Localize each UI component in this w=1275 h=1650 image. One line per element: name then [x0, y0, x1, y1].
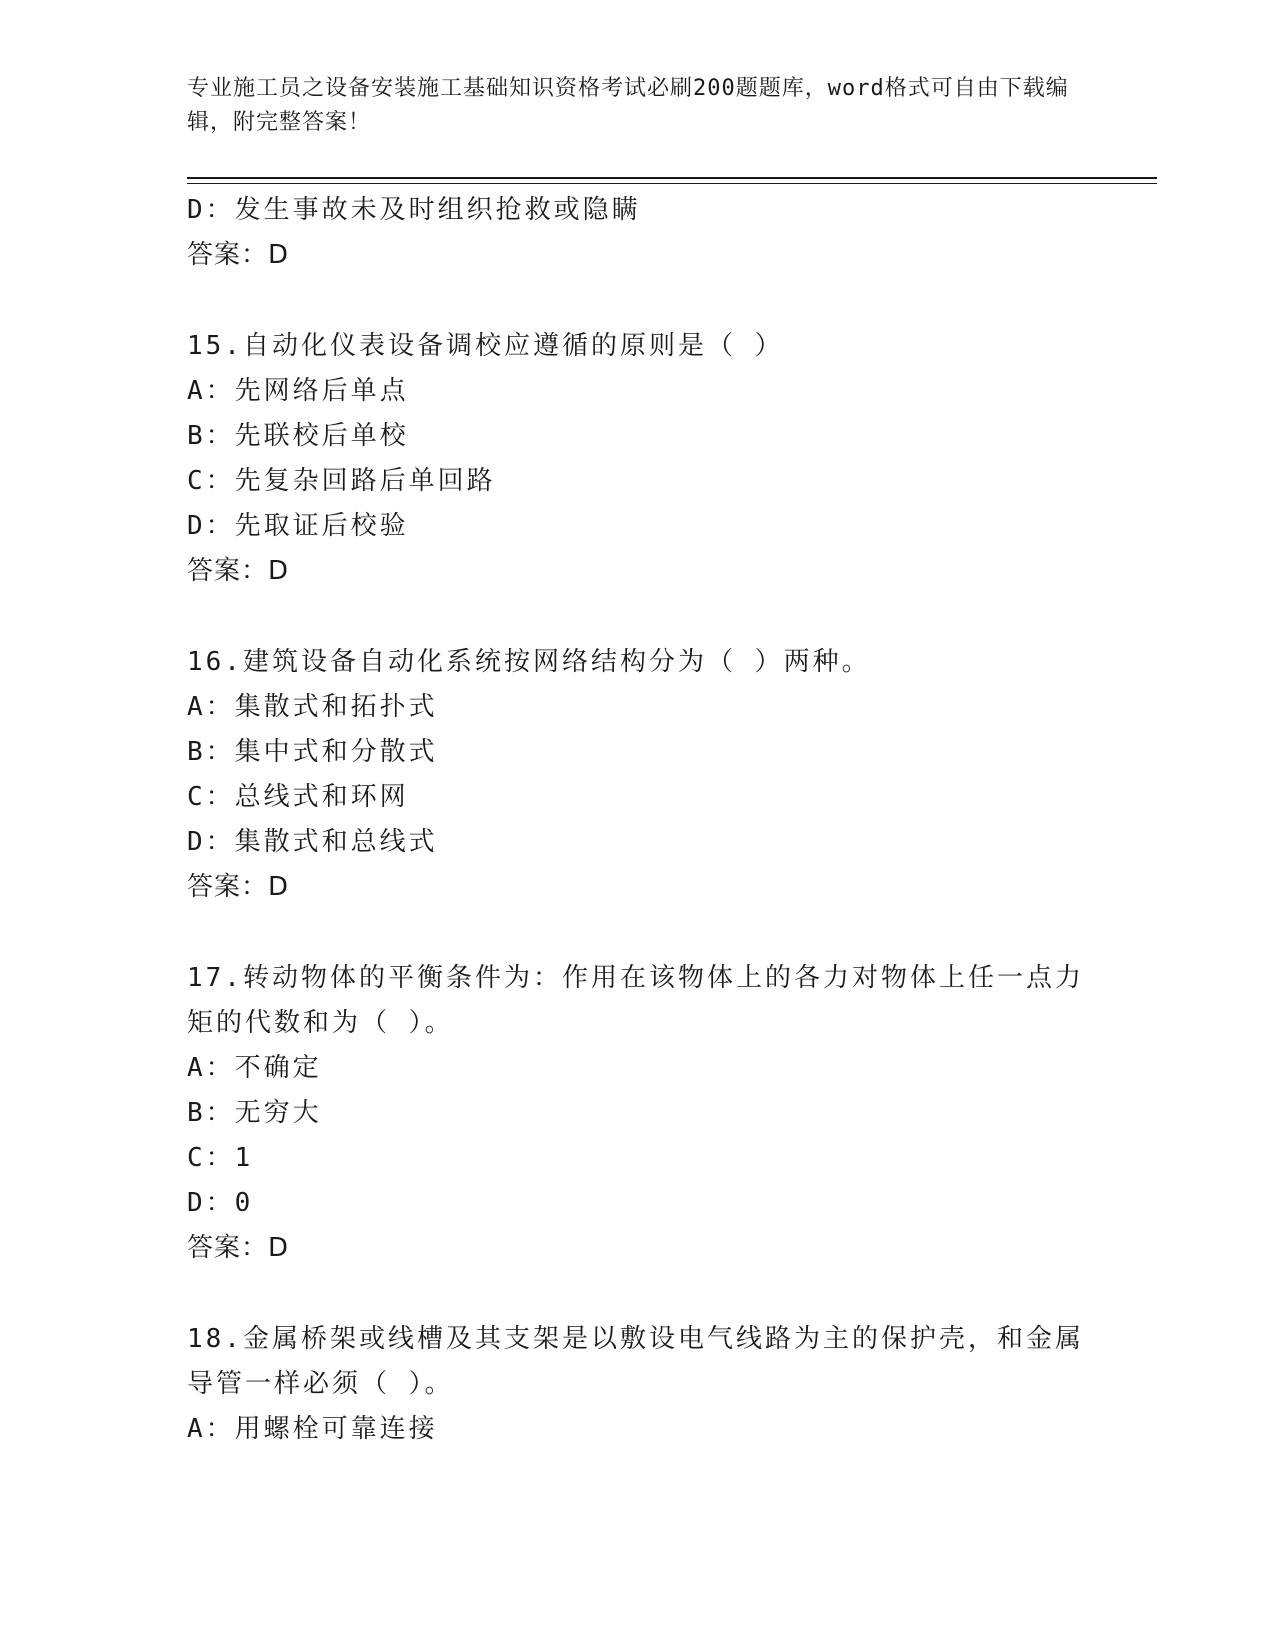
- answer: 答案：D: [187, 872, 290, 902]
- option-c: C：总线式和环网: [187, 782, 409, 812]
- question-stem-line-1: 18.金属桥架或线槽及其支架是以敷设电气线路为主的保护壳，和金属: [187, 1324, 1084, 1354]
- option-a: A：集散式和拓扑式: [187, 692, 438, 722]
- option-d: D：集散式和总线式: [187, 827, 438, 857]
- option-b: B：集中式和分散式: [187, 737, 438, 767]
- question-18: [187, 1317, 1087, 1452]
- option-a: A：先网络后单点: [187, 376, 409, 406]
- answer: 答案：D: [187, 1233, 290, 1263]
- spacer: [187, 278, 1087, 324]
- option-c: C：1: [187, 1143, 254, 1173]
- question-stem-line-1: 17.转动物体的平衡条件为：作用在该物体上的各力对物体上任一点力: [187, 963, 1084, 993]
- option-c: C：先复杂回路后单回路: [187, 466, 496, 496]
- question-15: [187, 324, 1087, 594]
- header-title: 专业施工员之设备安装施工基础知识资格考试必刷200题题库，word格式可自由下载编辑，附完整答案！: [187, 76, 1069, 135]
- header-divider-thick: [187, 177, 1157, 179]
- spacer: [187, 910, 1087, 956]
- question-list: [187, 188, 1087, 1452]
- option-d: D：0: [187, 1188, 254, 1218]
- header-divider-thin: [187, 183, 1157, 184]
- question-17: [187, 956, 1087, 1271]
- question-stem-line-2: 矩的代数和为（ ）。: [187, 1008, 454, 1038]
- option-b: B：先联校后单校: [187, 421, 409, 451]
- option-a: A：用螺栓可靠连接: [187, 1414, 438, 1444]
- question-stem: 15.自动化仪表设备调校应遵循的原则是（ ）: [187, 331, 784, 361]
- question-stem: 16.建筑设备自动化系统按网络结构分为（ ）两种。: [187, 647, 871, 677]
- question-stem-line-2: 导管一样必须（ ）。: [187, 1369, 454, 1399]
- option-b: B：无穷大: [187, 1098, 322, 1128]
- prev-answer: 答案：D: [187, 240, 290, 270]
- question-16: [187, 640, 1087, 910]
- answer: 答案：D: [187, 556, 290, 586]
- spacer: [187, 1271, 1087, 1317]
- document-header: [187, 72, 1087, 140]
- option-a: A：不确定: [187, 1053, 322, 1083]
- prev-option-d: D：发生事故未及时组织抢救或隐瞒: [187, 195, 641, 225]
- option-d: D：先取证后校验: [187, 511, 409, 541]
- spacer: [187, 594, 1087, 640]
